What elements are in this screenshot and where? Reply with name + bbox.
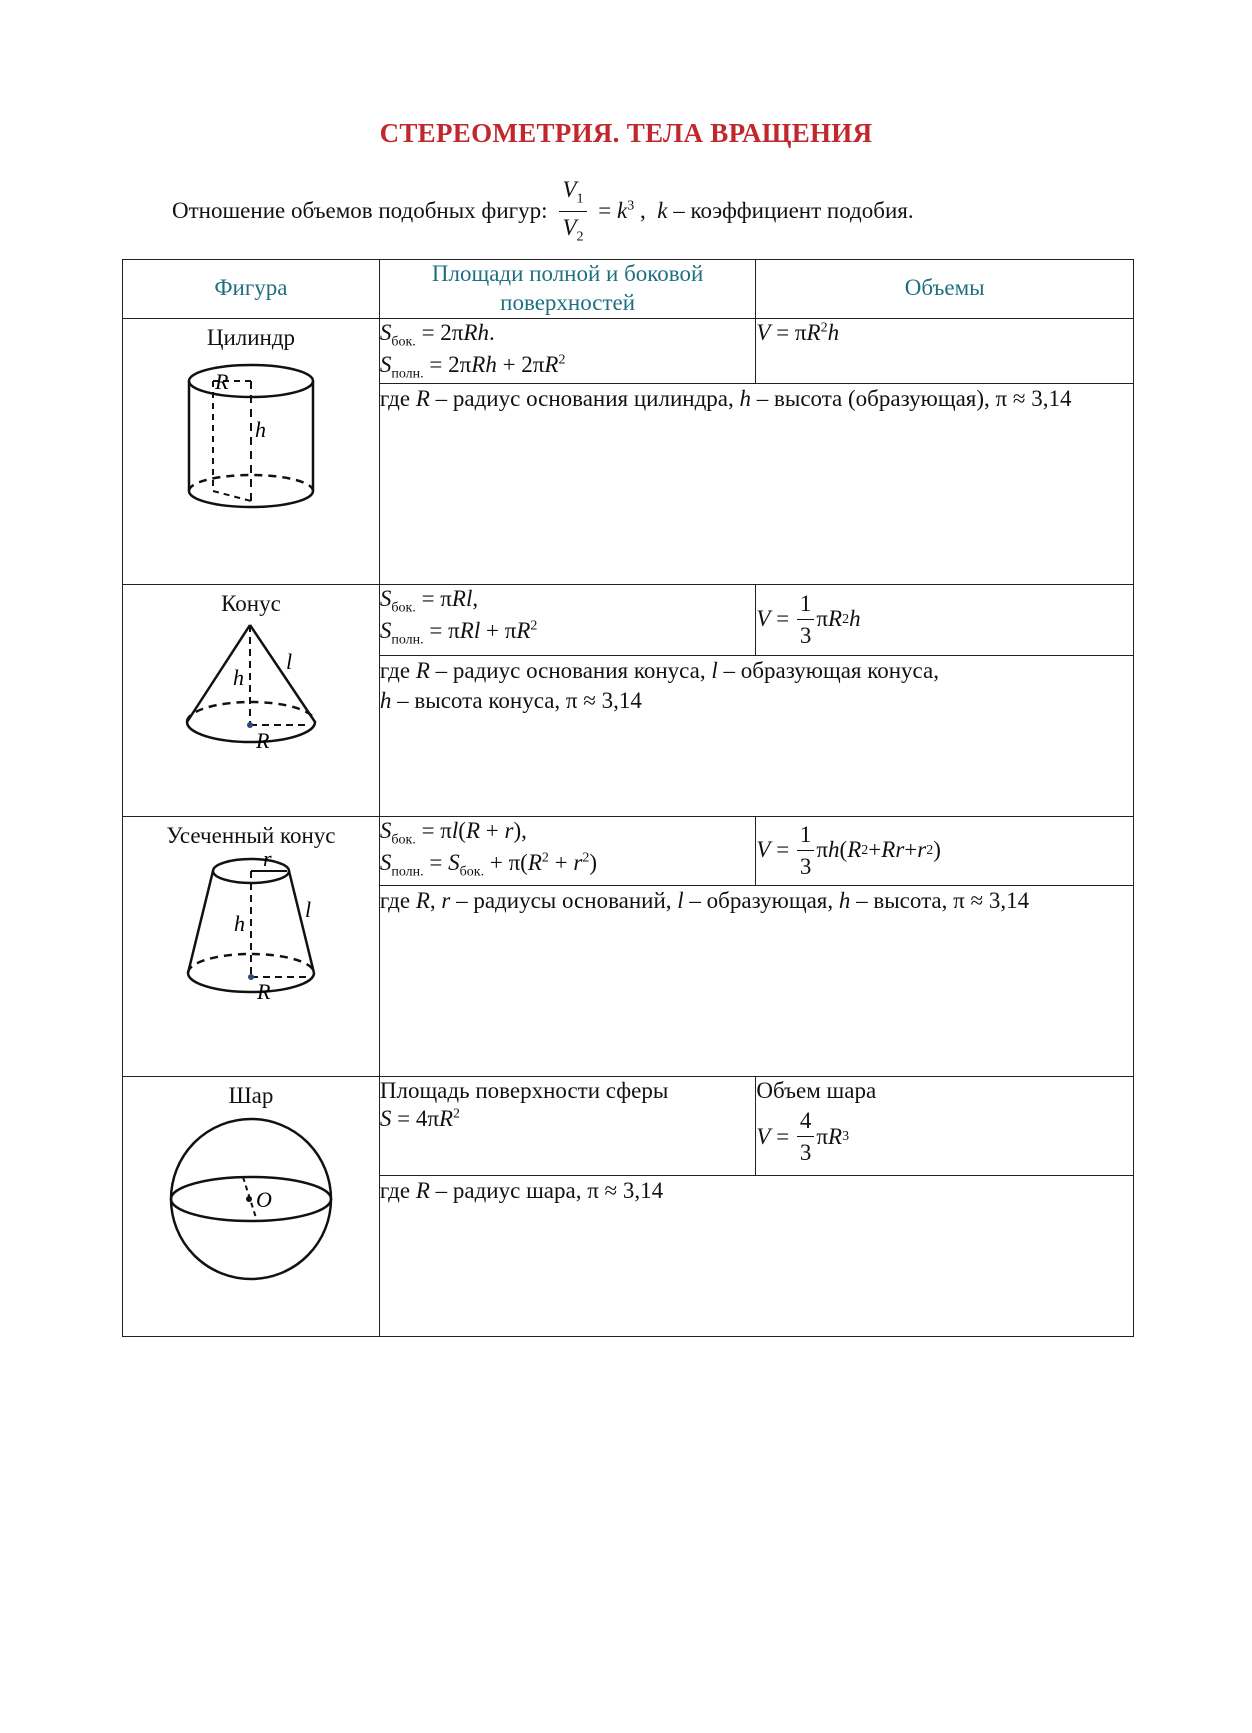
cone-description: где R – радиус основания конуса, l – образующая конуса, h – высота конуса, π ≈ 3,14	[379, 655, 1133, 816]
intro-suffix: – коэффициент подобия.	[673, 198, 914, 224]
solids-table	[122, 259, 1134, 1337]
label-l: l	[285, 648, 293, 674]
cylinder-description: где R – радиус основания цилиндра, h – высота (образующая), π ≈ 3,14	[379, 383, 1133, 584]
header-areas: Площади полной и боковой поверхностей	[379, 260, 756, 319]
cylinder-diagram	[151, 351, 351, 531]
cone-diagram	[151, 617, 351, 767]
formula-volume: V = $\frac{4}{3}$ π R 3	[756, 1108, 850, 1166]
similarity-statement	[172, 178, 914, 244]
frustum-diagram	[151, 849, 351, 1009]
figure-name: Шар	[228, 1082, 274, 1108]
frustum-description: где R, r – радиусы оснований, l – образующая, h – высота, π ≈ 3,14	[379, 885, 1133, 1076]
formula-lateral-area: $S_{бок.} = \pi Rl$,	[379, 585, 479, 616]
label-l: l	[304, 896, 312, 922]
page-title: СТЕРЕОМЕТРИЯ. ТЕЛА ВРАЩЕНИЯ	[379, 118, 873, 148]
area-label: Площадь поверхности сферы	[379, 1077, 669, 1103]
formula-volume: V = $\frac{1}{3}$ π R 2 h	[756, 591, 861, 649]
ratio-formula: = $k^3$ , k	[592, 198, 668, 224]
header-figure: Фигура	[123, 260, 380, 319]
volume-ratio-fraction: $\frac{V_1}{V_2}$	[559, 178, 586, 244]
frustum-volume	[756, 816, 1134, 885]
volume-label: Объем шара	[756, 1077, 877, 1103]
label-R: R	[255, 727, 270, 753]
label-h: h	[232, 664, 244, 690]
formula-lateral-area: $S_{бок.} = 2\pi Rh$.	[379, 319, 495, 350]
cone-volume	[756, 584, 1134, 655]
formula-total-area: $S_{полн.} = \pi Rl + \pi R^2$	[379, 617, 538, 648]
sphere-volume	[756, 1076, 1134, 1175]
figure-cylinder-cell	[123, 318, 380, 584]
intro-prefix: Отношение объемов подобных фигур:	[172, 198, 548, 224]
cylinder-volume	[756, 318, 1134, 383]
header-volumes: Объемы	[756, 260, 1134, 319]
formula-lateral-area: $S_{бок.} = \pi l(R + r)$,	[379, 817, 527, 848]
sphere-description: где R – радиус шара, π ≈ 3,14	[379, 1175, 1133, 1336]
figure-name: Цилиндр	[206, 324, 296, 350]
formula-total-area: $S_{полн.} = S_{бок.} + \pi(R^2 + r^2)$	[379, 849, 598, 880]
label-h: h	[254, 416, 266, 442]
cylinder-areas	[379, 318, 756, 383]
figure-name: Усеченный конус	[166, 822, 336, 848]
formula-volume: V = $\frac{1}{3}$ π h ( R 2 + Rr + r 2 )	[756, 822, 941, 880]
formula-total-area: $S_{полн.} = 2\pi Rh + 2\pi R^2$	[379, 351, 566, 382]
figure-frustum-cell	[123, 816, 380, 1076]
cone-areas	[379, 584, 756, 655]
label-R: R	[256, 978, 271, 1004]
frustum-areas	[379, 816, 756, 885]
figure-cone-cell	[123, 584, 380, 816]
sphere-diagram	[151, 1109, 351, 1289]
formula-volume: $V = \pi R^2h$	[756, 319, 840, 345]
label-R: R	[214, 368, 229, 394]
figure-sphere-cell	[123, 1076, 380, 1336]
figure-name: Конус	[221, 590, 281, 616]
sphere-areas	[379, 1076, 756, 1175]
label-r: r	[262, 848, 272, 871]
label-h: h	[233, 910, 245, 936]
formula-sphere-area: $S = 4\pi R^2$	[379, 1106, 461, 1132]
label-O: O	[255, 1186, 272, 1212]
